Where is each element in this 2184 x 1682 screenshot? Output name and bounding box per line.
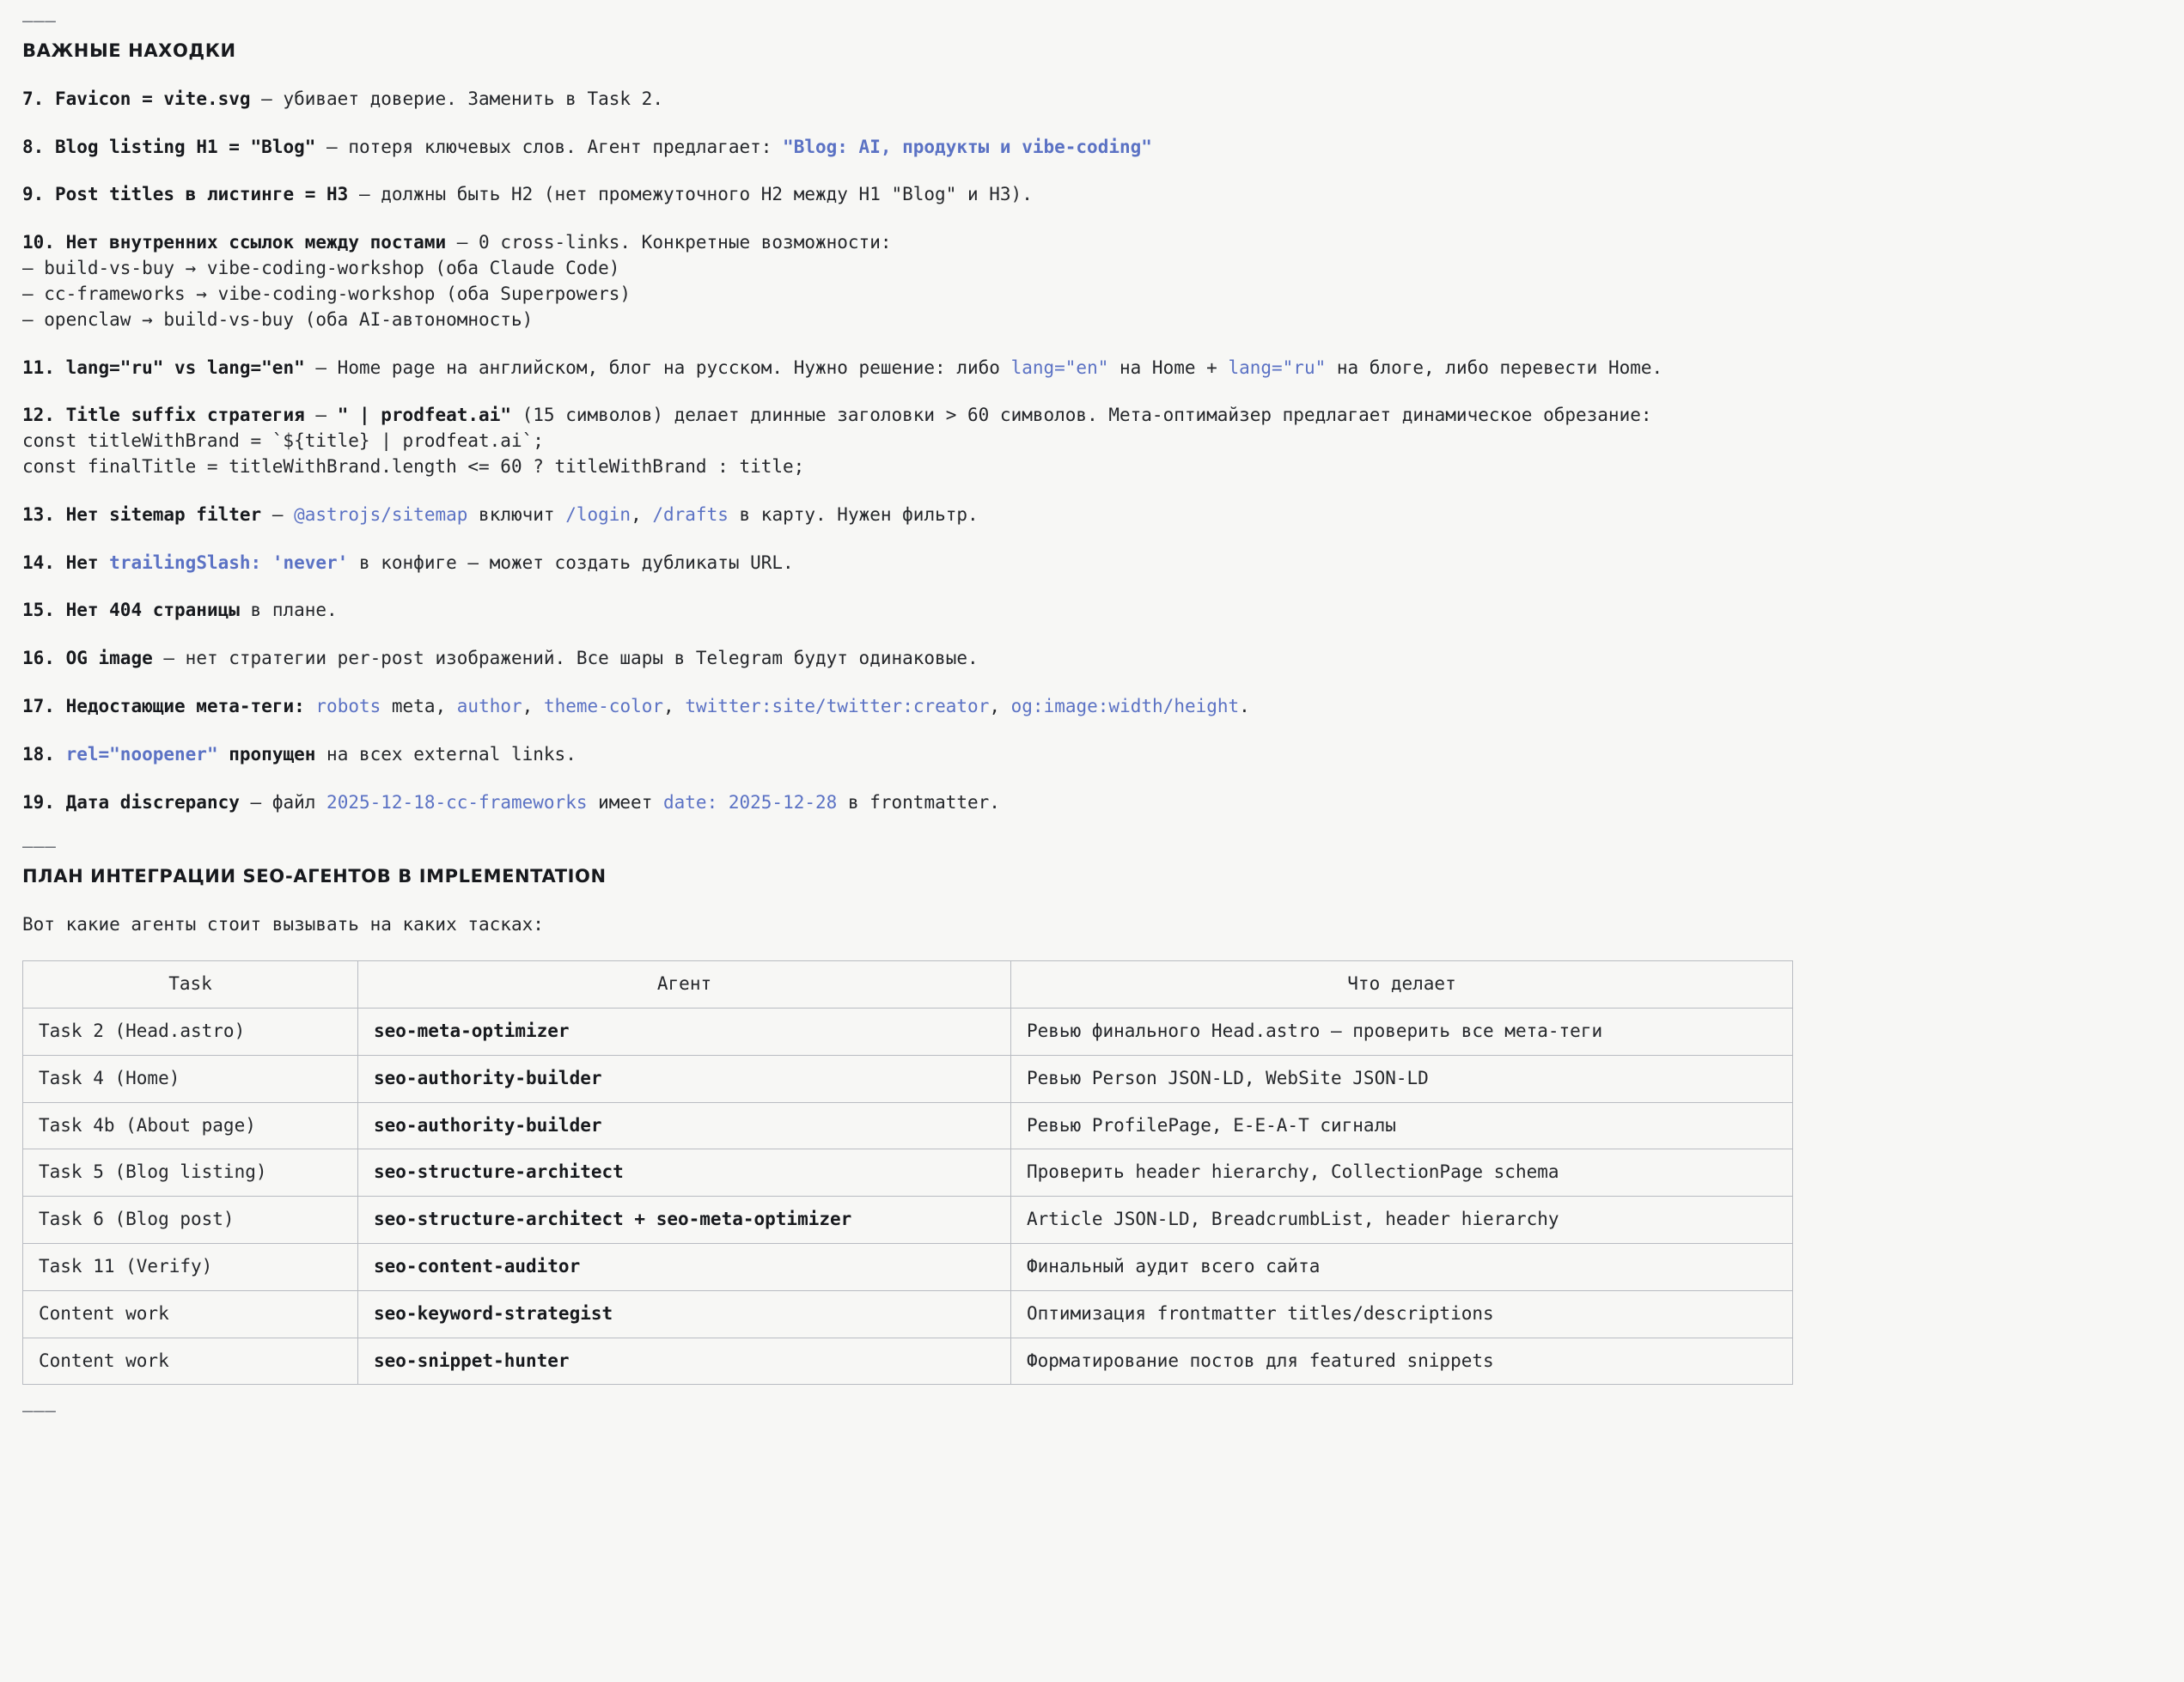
finding-14-number: 14. [22, 552, 55, 573]
cell-agent: seo-authority-builder [358, 1102, 1011, 1149]
finding-17-code-3: theme-color [543, 696, 664, 716]
cell-agent: seo-keyword-strategist [358, 1290, 1011, 1338]
finding-12-code-line-1: const titleWithBrand = `${title} | prodfeat.ai`; [22, 430, 544, 452]
finding-17-code-4: twitter:site [685, 696, 816, 716]
finding-13-code-3: /drafts [652, 503, 729, 525]
column-header-agent: Агент [358, 961, 1011, 1009]
cell-description: Форматирование постов для featured snippets [1011, 1338, 1793, 1385]
finding-13-rest-3: , [631, 503, 653, 525]
finding-17-rest-4: , [663, 696, 686, 716]
finding-11 [22, 356, 2162, 381]
divider-mid: ——— [22, 836, 57, 857]
finding-12-head [22, 403, 2162, 429]
finding-9-bold: Post titles в листинге = H3 [54, 184, 349, 205]
finding-7 [22, 87, 2162, 113]
finding-17-code-2: author [456, 696, 522, 716]
finding-16-bold: OG image [65, 648, 153, 669]
table-row [23, 1290, 1793, 1338]
cell-description: Ревью ProfilePage, E-E-A-T сигналы [1011, 1102, 1793, 1149]
finding-10-rest: — 0 cross-links. Конкретные возможности: [446, 232, 892, 253]
finding-10-bold: Нет внутренних ссылок между постами [65, 232, 447, 253]
column-header-task: Task [23, 961, 358, 1009]
finding-14-rest: в конфиге — может создать дубликаты URL. [348, 552, 794, 573]
finding-19-code-2: date: 2025-12-28 [663, 791, 838, 813]
finding-15-rest: в плане. [239, 600, 338, 621]
finding-11-mid-1: на Home + [1108, 357, 1229, 378]
finding-9-number: 9. [22, 184, 45, 205]
finding-10-line-2: — cc-frameworks → vibe-coding-workshop (оба Superpowers) [22, 283, 631, 304]
cell-agent: seo-meta-optimizer [358, 1008, 1011, 1055]
divider-top: ——— [22, 10, 57, 31]
finding-13-rest-2: включит [467, 503, 566, 525]
finding-12-code: " | prodfeat.ai" [337, 405, 511, 426]
finding-12 [22, 403, 2162, 479]
finding-17-rest-6: . [1239, 696, 1250, 716]
finding-12-bold: Title suffix стратегия [65, 405, 305, 426]
finding-10-head [22, 230, 2162, 256]
table-header-row [23, 961, 1793, 1009]
finding-13 [22, 503, 2162, 528]
finding-7-number: 7. [22, 88, 45, 109]
finding-13-code-2: /login [565, 503, 631, 525]
finding-18-number: 18. [22, 743, 55, 765]
finding-14 [22, 551, 2162, 576]
section-title-findings: ВАЖНЫЕ НАХОДКИ [22, 40, 236, 61]
finding-12-code-line-2: const finalTitle = titleWithBrand.length <= 60 ? titleWithBrand : title; [22, 455, 805, 477]
finding-13-code: @astrojs/sitemap [294, 503, 468, 525]
finding-19-rest-3: в frontmatter. [837, 791, 1000, 813]
finding-17-number: 17. [22, 696, 55, 716]
cell-task: Task 2 (Head.astro) [23, 1008, 358, 1055]
finding-17-code-5: twitter:creator [826, 696, 990, 716]
finding-18 [22, 742, 2162, 768]
finding-14-bold: Нет [65, 552, 110, 573]
column-header-description: Что делает [1011, 961, 1793, 1009]
document-body [22, 12, 2162, 1420]
finding-11-number: 11. [22, 357, 55, 378]
finding-11-code-1: lang="en" [1010, 357, 1109, 378]
finding-11-code-2: lang="ru" [1228, 357, 1327, 378]
finding-16 [22, 646, 2162, 672]
finding-19-rest: — файл [239, 791, 327, 813]
finding-16-number: 16. [22, 648, 55, 669]
finding-15 [22, 598, 2162, 624]
finding-17-rest-2: meta, [381, 696, 457, 716]
finding-11-rest: — Home page на английском, блог на русском. Нужно решение: либо [304, 357, 1011, 378]
finding-12-rest: — [304, 405, 338, 426]
finding-19-code: 2025-12-18-cc-frameworks [326, 791, 588, 813]
cell-task: Task 4b (About page) [23, 1102, 358, 1149]
table-row [23, 1243, 1793, 1290]
finding-10-number: 10. [22, 232, 55, 253]
finding-13-bold: Нет sitemap filter [65, 503, 262, 525]
finding-19-rest-2: имеет [587, 791, 663, 813]
finding-8-rest: — потеря ключевых слов. Агент предлагает: [315, 136, 784, 157]
finding-14-code: trailingSlash: 'never' [109, 552, 349, 573]
cell-task: Task 11 (Verify) [23, 1243, 358, 1290]
cell-agent: seo-structure-architect + seo-meta-optimizer [358, 1197, 1011, 1244]
finding-8-code: "Blog: AI, продукты и vibe-coding" [783, 136, 1152, 157]
cell-task: Task 5 (Blog listing) [23, 1149, 358, 1197]
finding-17-code-1: robots [315, 696, 381, 716]
finding-15-bold: Нет 404 страницы [65, 600, 240, 621]
finding-8 [22, 135, 2162, 161]
finding-18-bold: пропущен [217, 743, 316, 765]
finding-8-number: 8. [22, 136, 45, 157]
finding-13-number: 13. [22, 503, 55, 525]
table-row [23, 1008, 1793, 1055]
cell-description: Article JSON-LD, BreadcrumbList, header hierarchy [1011, 1197, 1793, 1244]
cell-task: Content work [23, 1338, 358, 1385]
table-row [23, 1055, 1793, 1102]
agents-table [22, 960, 1793, 1385]
finding-9 [22, 182, 2162, 208]
table-row [23, 1338, 1793, 1385]
finding-13-rest-4: в карту. Нужен фильтр. [728, 503, 979, 525]
finding-17-rest-3: , [522, 696, 544, 716]
finding-8-bold: Blog listing H1 = "Blog" [54, 136, 316, 157]
finding-11-mid-2: на блоге, либо перевести Home. [1326, 357, 1663, 378]
cell-agent: seo-content-auditor [358, 1243, 1011, 1290]
finding-18-code: rel="noopener" [65, 743, 218, 765]
finding-17-rest-5: , [989, 696, 1011, 716]
cell-agent: seo-snippet-hunter [358, 1338, 1011, 1385]
finding-17-code-6: og:image:width [1010, 696, 1163, 716]
finding-17-sep-2: / [1162, 696, 1174, 716]
finding-10-line-1: — build-vs-buy → vibe-coding-workshop (оба Claude Code) [22, 258, 620, 279]
cell-task: Task 6 (Blog post) [23, 1197, 358, 1244]
cell-description: Ревью финального Head.astro — проверить все мета-теги [1011, 1008, 1793, 1055]
finding-19-number: 19. [22, 791, 55, 813]
finding-16-rest: — нет стратегии per-post изображений. Все шары в Telegram будут одинаковые. [152, 648, 979, 669]
cell-description: Ревью Person JSON-LD, WebSite JSON-LD [1011, 1055, 1793, 1102]
cell-task: Task 4 (Home) [23, 1055, 358, 1102]
finding-7-bold: Favicon = vite.svg [54, 88, 251, 109]
cell-agent: seo-structure-architect [358, 1149, 1011, 1197]
finding-17-code-7: height [1174, 696, 1240, 716]
finding-17 [22, 694, 2162, 720]
section-title-plan: ПЛАН ИНТЕГРАЦИИ SEO-АГЕНТОВ В IMPLEMENTATION [22, 866, 607, 887]
finding-17-bold: Недостающие мета-теги: [65, 696, 305, 716]
finding-11-bold: lang="ru" vs lang="en" [65, 357, 305, 378]
cell-task: Content work [23, 1290, 358, 1338]
cell-description: Проверить header hierarchy, CollectionPage schema [1011, 1149, 1793, 1197]
finding-19 [22, 790, 2162, 816]
table-row [23, 1197, 1793, 1244]
finding-7-rest: — убивает доверие. Заменить в Task 2. [250, 88, 663, 109]
finding-9-rest: — должны быть H2 (нет промежуточного H2 между H1 "Blog" и H3). [348, 184, 1033, 205]
finding-15-number: 15. [22, 600, 55, 621]
finding-18-rest: на всех external links. [315, 743, 577, 765]
finding-10-line-3: — openclaw → build-vs-buy (оба AI-автономность) [22, 308, 534, 330]
cell-agent: seo-authority-builder [358, 1055, 1011, 1102]
finding-12-number: 12. [22, 405, 55, 426]
finding-17-rest [305, 696, 316, 716]
table-row [23, 1149, 1793, 1197]
cell-description: Финальный аудит всего сайта [1011, 1243, 1793, 1290]
finding-10 [22, 230, 2162, 332]
finding-17-sep-1: / [815, 696, 827, 716]
finding-19-bold: Дата discrepancy [65, 791, 240, 813]
cell-description: Оптимизация frontmatter titles/descriptions [1011, 1290, 1793, 1338]
finding-12-rest-2: (15 символов) делает длинные заголовки > 60 символов. Мета-оптимайзер предлагает динамическое обрезание: [510, 405, 1652, 426]
divider-bottom: ——— [22, 1400, 57, 1422]
table-row [23, 1102, 1793, 1149]
finding-13-rest: — [261, 503, 295, 525]
plan-lead: Вот какие агенты стоит вызывать на каких тасках: [22, 914, 544, 935]
